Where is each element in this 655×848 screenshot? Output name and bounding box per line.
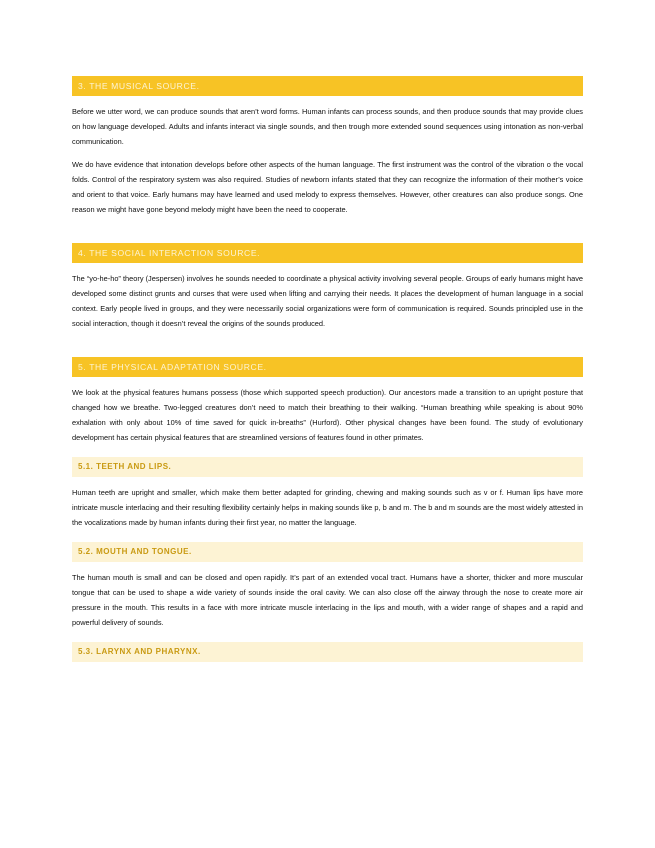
paragraph: We do have evidence that intonation develops before other aspects of the human language. The first instrument was the control of the vibration o the vocal folds. Control of the respiratory system was also required. Studies of newborn infants stated that they can recognize the information of their mother’s voice and orient to that voice. Early humans may have learned and used melody to express themselves. However, other creatures can also produce songs. One reason we might have gone beyond melody might have been the need to cooperate. bbox=[72, 160, 583, 214]
subsection-heading-larynx-and-pharynx: 5.3. LARYNX AND PHARYNX. bbox=[72, 642, 583, 662]
subsection-heading-mouth-and-tongue: 5.2. MOUTH AND TONGUE. bbox=[72, 542, 583, 562]
paragraph: The “yo-he-ho” theory (Jespersen) involves he sounds needed to coordinate a physical activity involving several people. Groups of early humans might have developed some distinct grunts and curses that were used when lifting and carrying their needs. It places the development of human language in a social context. Early people lived in groups, and they were necessarily social organizations were form of communication is required. Sounds principled use in the social interaction, though it doesn’t reveal the origins of the sounds produced. bbox=[72, 274, 583, 328]
paragraph: The human mouth is small and can be closed and open rapidly. It’s part of an extended vocal tract. Humans have a shorter, thicker and more muscular tongue that can be used to shape a wide variety of sounds inside the oral cavity. We can also close off the airway through the nose to create more air pressure in the mouth. This results in a face with more intricate muscle interlacing in the lips and mouth, with a wider range of shapes and a rapid and powerful delivery of sounds. bbox=[72, 573, 583, 627]
document-content bbox=[72, 76, 583, 662]
subsection-heading-teeth-and-lips: 5.1. TEETH AND LIPS. bbox=[72, 457, 583, 477]
section-heading-social-interaction-source: 4. THE SOCIAL INTERACTION SOURCE. bbox=[72, 243, 583, 263]
section-heading-physical-adaptation-source: 5. THE PHYSICAL ADAPTATION SOURCE. bbox=[72, 357, 583, 377]
paragraph: Human teeth are upright and smaller, which make them better adapted for grinding, chewing and making sounds such as v or f. Human lips have more intricate muscle interlacing and their resulting flexibility certainly helps in making sounds like p, b and m. The b and m sounds are the most widely attested in the vocalizations made by human infants during their first year, no matter the language. bbox=[72, 488, 583, 527]
paragraph: Before we utter word, we can produce sounds that aren’t word forms. Human infants can process sounds, and then produce sounds that may provide clues on how language developed. Adults and infants interact via single sounds, and then trough more extended sound sequences using intonation as non-verbal communication. bbox=[72, 107, 583, 146]
section-heading-musical-source: 3. THE MUSICAL SOURCE. bbox=[72, 76, 583, 96]
paragraph: We look at the physical features humans possess (those which supported speech production). Our ancestors made a transition to an upright posture that changed how we breathe. Two-legged creatures don’t need to match their breathing to their walking. “Human breathing while speaking is about 90% exhalation with only about 10% of time saved for quick in-breaths” (Hurford). Other physical changes have been found. The study of evolutionary development has certain physical features that are streamlined versions of features found in other primates. bbox=[72, 388, 583, 442]
